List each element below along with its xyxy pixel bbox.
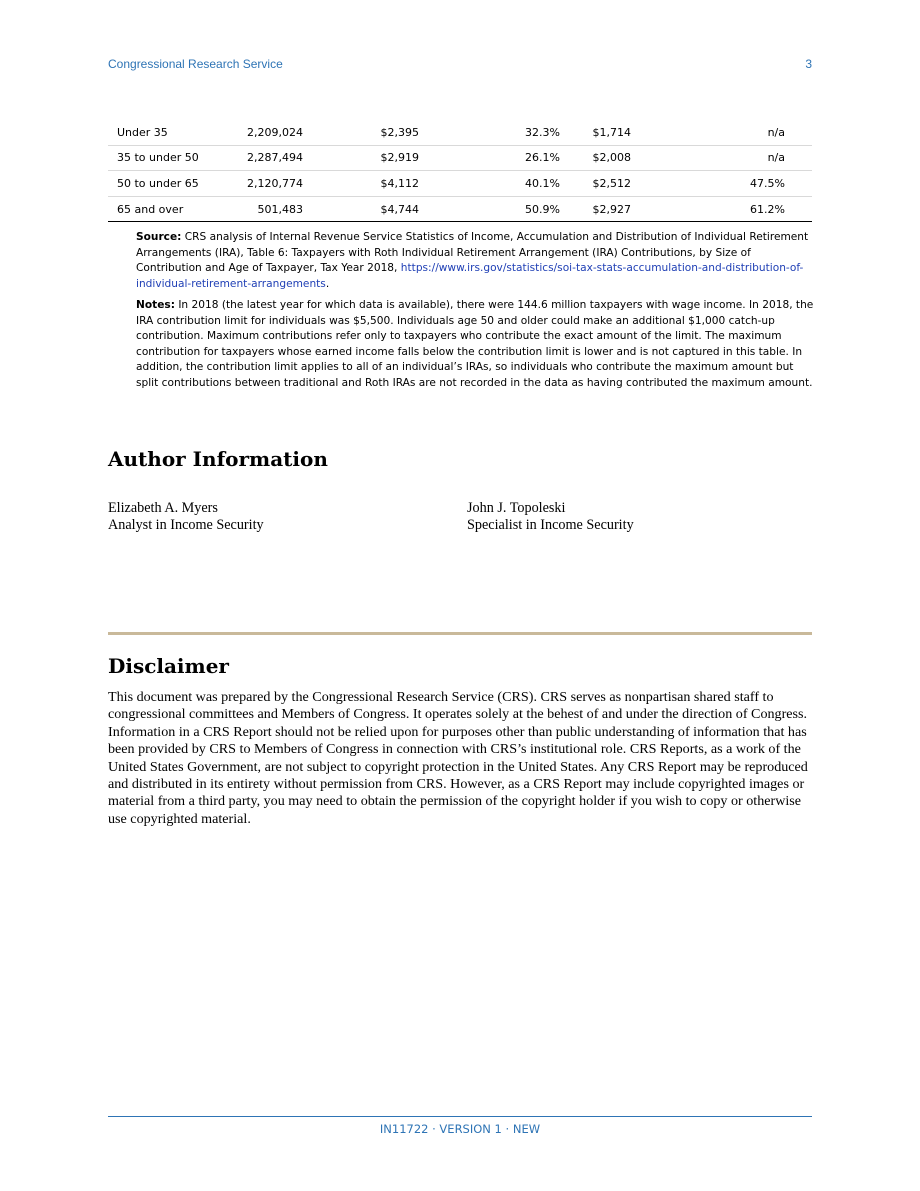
running-header (108, 57, 812, 71)
table-row (108, 171, 812, 197)
table-cell: 50.9% (419, 196, 560, 222)
table-cell: 40.1% (419, 171, 560, 197)
source-note (136, 230, 814, 292)
table-cell: $2,919 (303, 145, 419, 171)
source-text: CRS analysis of Internal Revenue Service Statistics of Income, Accumulation and Distribution of Individual Retirement Arrangements (IRA), Table 6: Taxpayers with Roth Individual Retirement Arrangement (IRA) Contributions, by Size of Contribution and Age of Taxpayer, Tax Year 2018, (136, 231, 809, 274)
table-cell: 61.2% (631, 196, 812, 222)
table-cell: $2,512 (560, 171, 631, 197)
table-cell: 47.5% (631, 171, 812, 197)
table-cell: n/a (631, 145, 812, 171)
author-block (108, 500, 264, 534)
disclaimer-heading: Disclaimer (108, 654, 229, 678)
table-cell: n/a (631, 120, 812, 145)
table-row (108, 120, 812, 145)
author-name: John J. Topoleski (467, 500, 566, 516)
table-cell: 26.1% (419, 145, 560, 171)
author-info-heading: Author Information (108, 447, 328, 471)
table-cell: $2,927 (560, 196, 631, 222)
table-cell: $2,008 (560, 145, 631, 171)
table-row (108, 145, 812, 171)
table-cell: $4,744 (303, 196, 419, 222)
table-row (108, 196, 812, 222)
table-cell: $4,112 (303, 171, 419, 197)
author-role: Specialist in Income Security (467, 517, 634, 533)
page-number: 3 (805, 57, 812, 71)
table-notes (136, 230, 814, 397)
author-name: Elizabeth A. Myers (108, 500, 218, 516)
footer-divider (108, 1116, 812, 1117)
source-end: . (325, 277, 330, 290)
notes-text: In 2018 (the latest year for which data is available), there were 144.6 million taxpayers with wage income. In 2018, the IRA contribution limit for individuals was $5,500. Individuals age 50 and older could make an additional $1,000 catch-up contribution. Maximum contributions refer only to taxpayers who contribute the exact amount of the limit. The maximum contribution for taxpayers whose earned income falls below the contribution limit is lower and is not captured in this table. In addition, the contribution limit applies to all of an individual’s IRAs, so individuals who contribute the maximum amount but split contributions between traditional and Roth IRAs are not recorded in the data as having contributed the maximum amount. (136, 299, 814, 389)
table-cell: Under 35 (108, 120, 213, 145)
table-cell: 501,483 (213, 196, 303, 222)
table-cell: 2,287,494 (213, 145, 303, 171)
table-cell: $1,714 (560, 120, 631, 145)
author-block (467, 500, 634, 534)
source-link[interactable]: https://www.irs.gov/statistics/soi-tax-stats-accumulation-and-distribution-of-individual-retirement-arrangements (136, 262, 804, 290)
section-divider (108, 632, 812, 635)
header-org: Congressional Research Service (108, 57, 283, 71)
table-cell: 2,209,024 (213, 120, 303, 145)
table-cell: 50 to under 65 (108, 171, 213, 197)
source-label: Source: (136, 231, 182, 243)
data-table (108, 120, 812, 222)
table-cell: 2,120,774 (213, 171, 303, 197)
table-cell: 65 and over (108, 196, 213, 222)
table-cell: $2,395 (303, 120, 419, 145)
author-role: Analyst in Income Security (108, 517, 264, 533)
notes-paragraph (136, 298, 814, 391)
footer-report-id: IN11722 · VERSION 1 · NEW (379, 1122, 541, 1136)
disclaimer-text: This document was prepared by the Congressional Research Service (CRS). CRS serves as nonpartisan shared staff to congressional committees and Members of Congress. It operates solely at the behest of and under the direction of Congress. Information in a CRS Report should not be relied upon for purposes other than public understanding of information that has been provided by CRS to Members of Congress in connection with CRS’s institutional role. CRS Reports, as a work of the United States Government, are not subject to copyright protection in the United States. Any CRS Report may be reproduced and distributed in its entirety without permission from CRS. However, as a CRS Report may include copyrighted images or material from a third party, you may need to obtain the permission of the copyright holder if you wish to copy or otherwise use copyrighted material. (108, 689, 808, 827)
table-cell: 35 to under 50 (108, 145, 213, 171)
table-cell: 32.3% (419, 120, 560, 145)
notes-label: Notes: (136, 299, 175, 311)
